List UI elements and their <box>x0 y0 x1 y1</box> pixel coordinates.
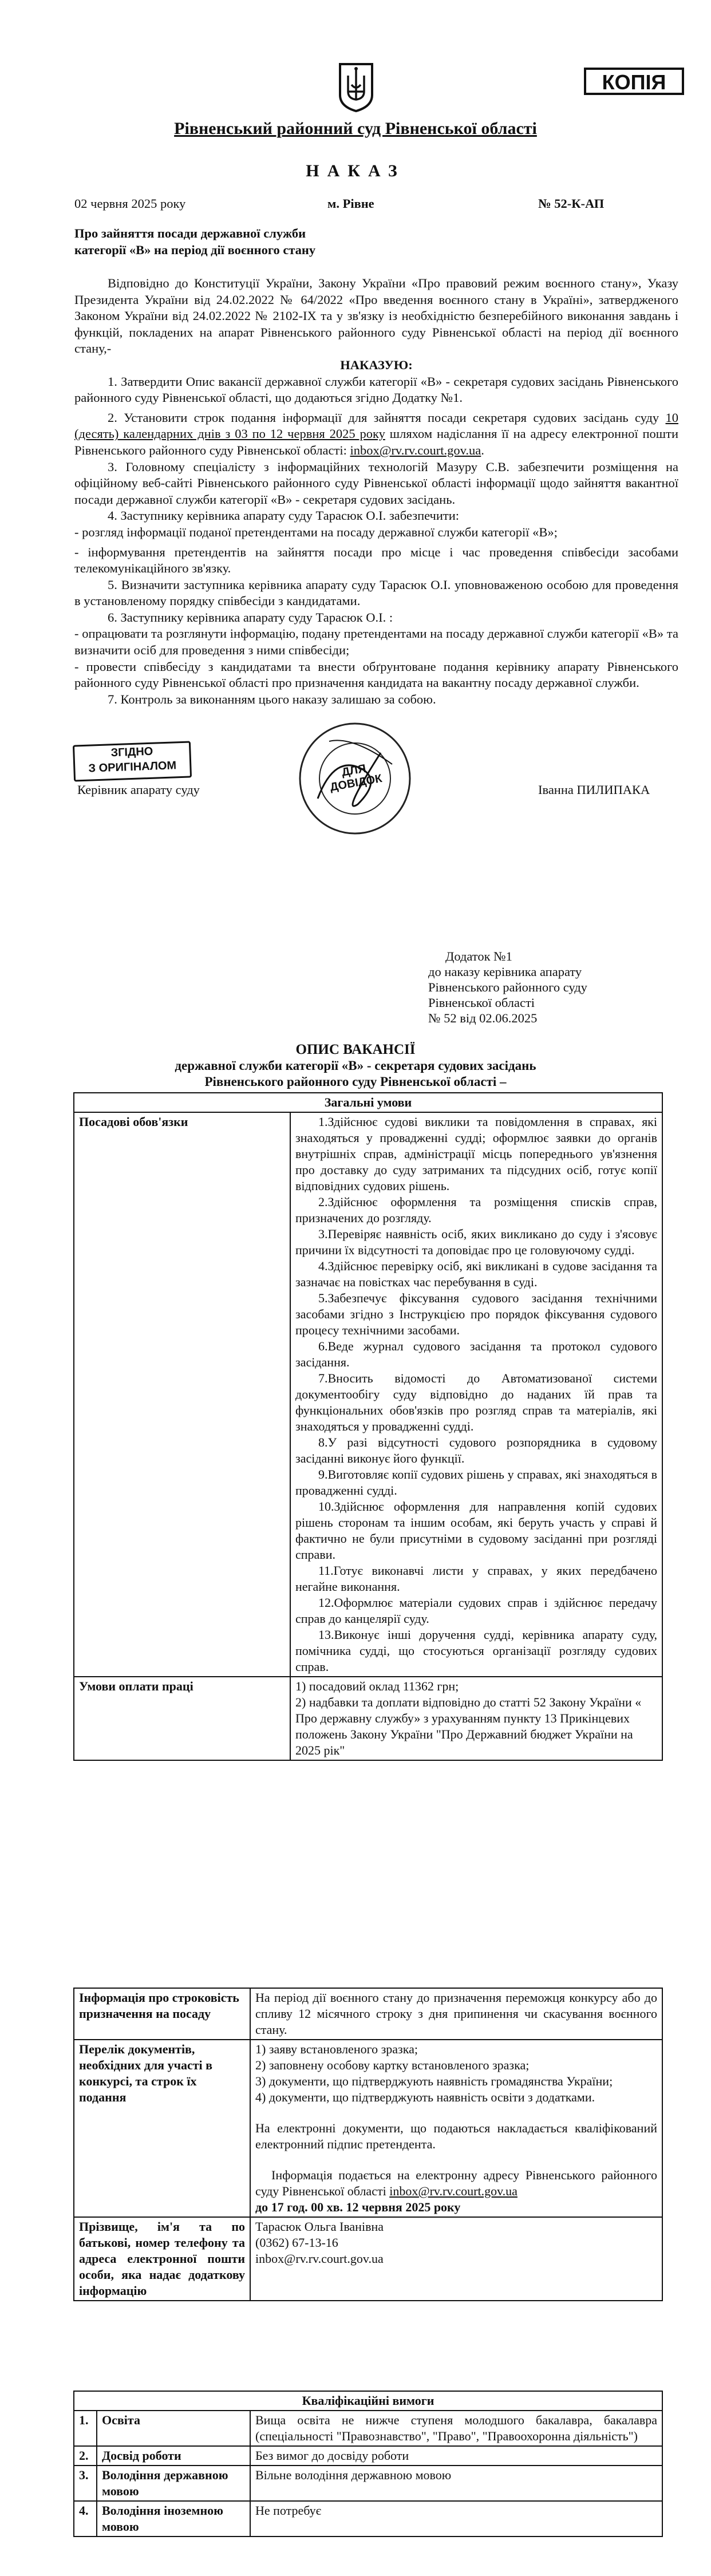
order-item-4: 4. Заступнику керівника апарату суду Тарасюк О.І. забезпечити: <box>108 508 460 523</box>
annex-line-2: до наказу керівника апарату <box>428 965 582 979</box>
term-label: Інформація про строковість призначення на посаду <box>74 1988 250 2040</box>
order-title: НАКАЗ <box>306 161 405 180</box>
qual-num: 4. <box>74 2501 97 2537</box>
court-name: Рівненський районний суд Рівненської області <box>174 119 537 138</box>
order-city: м. Рівне <box>327 196 374 211</box>
docs-line: 2) заповнену особову картку встановленого зразка; <box>255 2058 530 2072</box>
duty-item: 8.У разі відсутності судового розпорядника в судовому засіданні виконує його функції. <box>295 1435 657 1465</box>
qual-value: Вища освіта не нижче ступеня молодшого бакалавра, бакалавра (спеціальності "Правознавство", "Право", "Правоохоронна діяльність") <box>250 2411 662 2446</box>
order-item-2: 2. Установити строк подання інформації для зайняття посади секретаря судових засідань суду 10 (десять) календарних днів з 03 по 12 червня 2025 року шляхом надіслання її на адресу електронної пошти Рівненського районного суду Рівненської області: inbox@rv.rv.court.gov.ua. <box>74 410 678 457</box>
item2-text-a: 2. Установити строк подання інформації для зайняття посади секретаря судових засідань суду <box>108 410 659 425</box>
qual-label: Володіння іноземною мовою <box>97 2501 250 2537</box>
signer-title: Керівник апарату суду <box>77 783 200 797</box>
order-item-5: 5. Визначити заступника керівника апарату суду Тарасюк О.І. уповноваженою особою для проведення в установленому порядку співбесіди з кандидатами. <box>74 577 678 609</box>
signer-name: Іванна ПИЛИПАКА <box>538 783 650 797</box>
duty-item: 10.Здійснює оформлення для направлення копій судових рішень сторонам та іншим особам, які беруть участь у справі й фактично не були присутніми в судовому засіданні при розгляді справи. <box>295 1499 657 1562</box>
general-conditions-table <box>73 1092 663 1761</box>
docs-deadline: до 17 год. 00 хв. 12 червня 2025 року <box>255 2200 461 2214</box>
order-subject <box>74 226 315 258</box>
seal-text: ДЛЯ ДОВІДОК <box>329 762 384 794</box>
annex-line-3: Рівненського районного суду <box>428 980 587 994</box>
qual-label: Володіння державною мовою <box>97 2466 250 2501</box>
order-item-3: 3. Головному спеціалісту з інформаційних технологій Мазуру С.В. забезпечити розміщення на офіційному веб-сайті Рівненського районного суду Рівненської області інформації щодо зайняття вакантної посади державної служби категорії «В» - секретаря судових засідань. <box>74 459 678 507</box>
order-item-4-bullet-2: - інформування претендентів на зайняття посади про місце і час проведення співбесіди засобами телекомунікаційного зв'язку. <box>74 544 678 576</box>
contact-phone: (0362) 67-13-16 <box>255 2235 338 2250</box>
annex-line-1: Додаток №1 <box>445 949 512 963</box>
vacancy-title-3: Рівненського районного суду Рівненської області – <box>204 1074 507 1089</box>
vacancy-title-2: державної служби категорії «В» - секретаря судових засідань <box>175 1058 536 1073</box>
order-date: 02 червня 2025 року <box>74 196 186 211</box>
item2-text-c: шляхом надіслання її на адресу електронної пошти Рівненського районного суду Рівненської області: <box>74 426 678 457</box>
docs-cell <box>250 2040 662 2217</box>
term-text: На період дії воєнного стану до призначення переможця конкурсу або до спливу 12 місячного строку з дня припинення чи скасування воєнного стану. <box>250 1988 662 2040</box>
certified-stamp-line-1: ЗГІДНО <box>110 745 153 760</box>
qualification-table <box>73 2391 663 2537</box>
pay-label: Умови оплати праці <box>74 1677 290 1760</box>
subject-line-2: категорії «В» на період дії воєнного стану <box>74 242 316 257</box>
order-number: № 52-К-АП <box>538 196 605 211</box>
docs-line: 1) заяву встановленого зразка; <box>255 2042 418 2056</box>
docs-line <box>255 2167 657 2199</box>
docs-line: 4) документи, що підтверджують наявність освіти з додатками. <box>255 2090 595 2104</box>
annex-line-4: Рівненської області <box>428 995 535 1010</box>
coat-of-arms-icon <box>338 62 374 112</box>
duty-item: 5.Забезпечує фіксування судового засідання технічними засобами згідно з Інструкцією про порядок фіксування судового процесу технічними засобами. <box>295 1291 657 1337</box>
pay-cell <box>290 1677 662 1760</box>
docs-label: Перелік документів, необхідних для участі в конкурсі, та строк їх подання <box>74 2040 250 2217</box>
pay-line: 1) посадовий оклад 11362 грн; <box>295 1679 459 1693</box>
vacancy-title <box>0 1042 711 1090</box>
annex-block <box>428 949 587 1026</box>
contact-name: Тарасюк Ольга Іванівна <box>255 2219 384 2234</box>
duty-item: 1.Здійснює судові виклики та повідомлення в справах, які знаходяться у провадженні судді; оформлює заявки до органів внутрішніх справ, адміністрації місць попереднього ув'язнення про доставку до суду затриманих та підсудних осіб, готує копії відповідних судових рішень. <box>295 1115 657 1193</box>
duty-item: 3.Перевіряє наявність осіб, яких викликано до суду і з'ясовує причини їх відсутності та доповідає про це головуючому судді. <box>295 1227 657 1257</box>
item2-email-link[interactable]: inbox@rv.rv.court.gov.ua <box>350 442 481 457</box>
order-body <box>74 275 678 708</box>
duty-item: 4.Здійснює перевірку осіб, які викликані в судове засідання та зазначає на повістках час перебування в суді. <box>295 1259 657 1289</box>
qualification-header: Кваліфікаційні вимоги <box>74 2391 662 2411</box>
docs-email-link[interactable]: inbox@rv.rv.court.gov.ua <box>389 2184 518 2198</box>
pay-line: 2) надбавки та доплати відповідно до статті 52 Закону України « Про державну службу» з урахуванням пункту 13 Прикінцевих положень Закону України "Про Державний бюджет України на 2025 рік" <box>295 1695 642 1757</box>
duties-label: Посадові обов'язки <box>74 1112 290 1677</box>
certified-copy-stamp <box>73 741 192 781</box>
order-word: НАКАЗУЮ: <box>340 357 413 372</box>
certified-stamp-line-2: З ОРИГІНАЛОМ <box>88 759 177 775</box>
duty-item: 7.Вносить відомості до Автоматизованої системи документообігу суду відповідно до наданих їй прав та функціональних обов'язків про розгляд справ та матеріалів, які знаходяться у провадженні судді. <box>295 1371 657 1433</box>
qual-num: 3. <box>74 2466 97 2501</box>
duty-item: 2.Здійснює оформлення та розміщення списків справ, призначених до розгляду. <box>295 1195 657 1225</box>
qual-label: Досвід роботи <box>97 2446 250 2466</box>
duty-item: 6.Веде журнал судового засідання та протокол судового засідання. <box>295 1339 657 1369</box>
qual-value: Вільне володіння державною мовою <box>250 2466 662 2501</box>
qual-num: 2. <box>74 2446 97 2466</box>
qual-num: 1. <box>74 2411 97 2446</box>
contest-info-table <box>73 1988 663 2301</box>
order-item-4-bullet-1: - розгляд інформації поданої претендентами на посаду державної служби категорії «В»; <box>74 524 558 539</box>
duty-item: 11.Готує виконавчі листи у справах, у яких передбачено негайне виконання. <box>295 1563 657 1594</box>
duty-item: 13.Виконує інші доручення судді, керівника апарату суду, помічника судді, що стосуються організації розгляду судових справ. <box>295 1627 657 1674</box>
order-item-6-bullet-2: - провести співбесіду з кандидатами та внести обґрунтоване подання керівнику апарату Рівненського районного суду Рівненської області про призначення кандидата на вакантну посаду державної служби. <box>74 659 678 690</box>
order-item-6-bullet-1: - опрацювати та розглянути інформацію, подану претендентами на посаду державної служби категорії «В» та визначити осіб для проведення з ними співбесіди; <box>74 626 678 658</box>
order-item-1: 1. Затвердити Опис вакансії державної служби категорії «В» - секретаря судових засідань Рівненського районного суду Рівненської області, що додаються згідно Додатку №1. <box>74 374 678 405</box>
annex-line-5: № 52 від 02.06.2025 <box>428 1011 538 1025</box>
general-conditions-header: Загальні умови <box>74 1093 662 1112</box>
qual-label: Освіта <box>97 2411 250 2446</box>
docs-line: На електронні документи, що подаються накладається кваліфікований електронний підпис претендента. <box>255 2121 657 2151</box>
qual-value: Не потребує <box>250 2501 662 2537</box>
qual-value: Без вимог до досвіду роботи <box>250 2446 662 2466</box>
contact-label: Прізвище, ім'я та по батькові, номер телефону та адреса електронної пошти особи, яка надає додаткову інформацію <box>74 2217 250 2301</box>
order-item-6: 6. Заступнику керівника апарату суду Тарасюк О.І. : <box>108 610 393 625</box>
docs-line: 3) документи, що підтверджують наявність громадянства України; <box>255 2074 613 2088</box>
docs-submit-text: Інформація подається на електронну адресу Рівненського районного суду Рівненської області <box>255 2168 657 2198</box>
contact-email: inbox@rv.rv.court.gov.ua <box>255 2251 384 2266</box>
duties-cell <box>290 1112 662 1677</box>
court-seal <box>295 718 415 839</box>
copy-stamp: КОПІЯ <box>584 68 684 95</box>
order-item-7: 7. Контроль за виконанням цього наказу залишаю за собою. <box>108 692 436 706</box>
preamble: Відповідно до Конституції України, Закону України «Про правовий режим воєнного стану», Указу Президента України від 24.02.2022 № 64/2022 «Про введення воєнного стану в Україні», затвердженого Законом України від 24.02.2022 № 2102-ІХ та у зв'язку із необхідністю безперебійного виконання завдань і функцій, покладених на апарат Рівненського районного суду Рівненської області на період дії воєнного стану,- <box>74 276 678 356</box>
contact-cell <box>250 2217 662 2301</box>
duty-item: 12.Оформлює матеріали судових справ і здійснює передачу справ до канцелярії суду. <box>295 1595 657 1626</box>
item2-term: 10 (десять) календарних днів з 03 по 12 червня 2025 року <box>74 410 678 441</box>
subject-line-1: Про зайняття посади державної служби <box>74 226 306 240</box>
vacancy-title-1: ОПИС ВАКАНСІЇ <box>295 1042 416 1057</box>
duty-item: 9.Виготовляє копії судових рішень у справах, які знаходяться в провадженні судді. <box>295 1467 657 1498</box>
